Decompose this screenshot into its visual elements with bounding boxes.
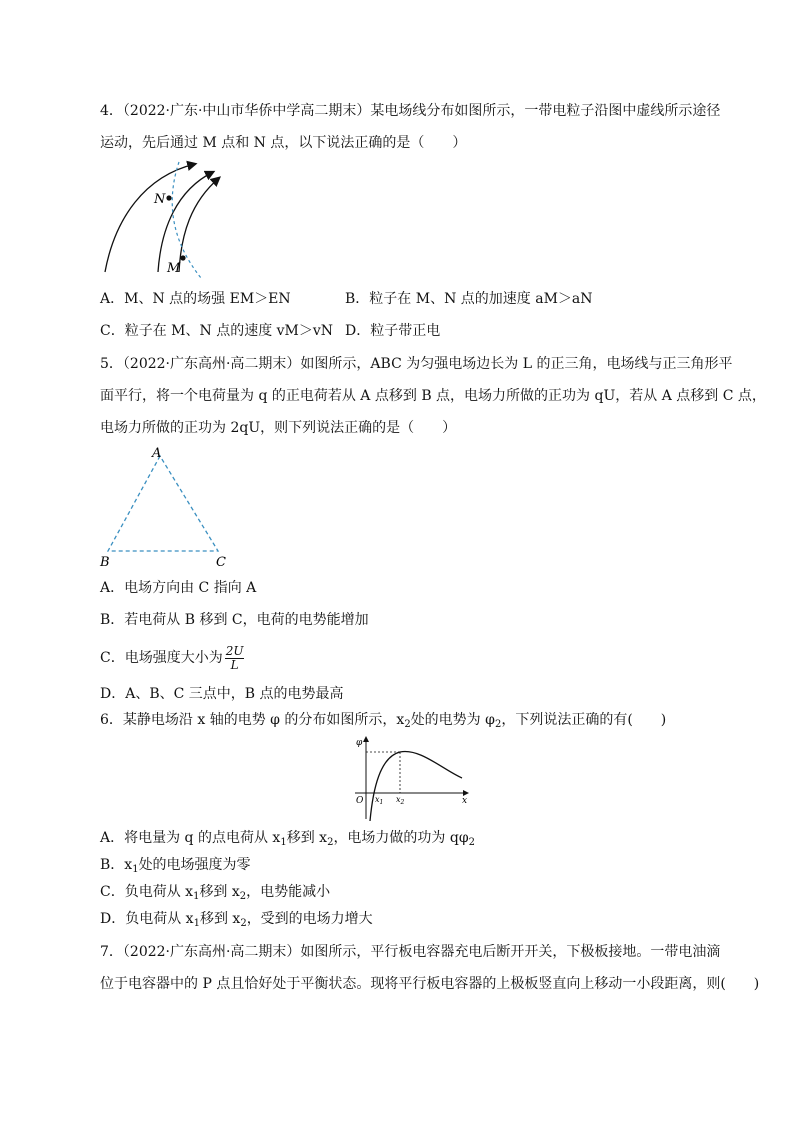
q5-stem-line3: 电场力所做的正功为 2qU，则下列说法正确的是（ ） — [100, 420, 457, 436]
q4-option-a[interactable]: A．M、N 点的场强 EM＞EN — [100, 291, 291, 307]
q5-option-c-text: C．电场强度大小为 — [100, 650, 223, 666]
q6-stem: 6．某静电场沿 x 轴的电势 φ 的分布如图所示，$x_2$处的电势为 $\varphi_2$，下列说法正确的有( ) — [100, 712, 667, 730]
label-N: N — [154, 192, 166, 207]
point-M — [180, 255, 185, 260]
q6-potential-graph — [350, 733, 475, 823]
label-x2: $x_2$ — [396, 795, 405, 806]
label-x-axis: x — [462, 796, 468, 806]
q4-option-b[interactable]: B．粒子在 M、N 点的加速度 aM＞aN — [345, 291, 593, 307]
field-line-1 — [105, 164, 195, 272]
q7-stem-line2: 位于电容器中的 P 点且恰好处于平衡状态。现将平行板电容器的上极板竖直向上移动一小段距离，则( ) — [100, 976, 760, 992]
q4-option-c[interactable]: C．粒子在 M、N 点的速度 vM＞vN — [100, 323, 334, 339]
potential-curve — [370, 751, 462, 821]
q4-stem-line1: 4．（2022·广东·中山市华侨中学高二期末）某电场线分布如图所示，一带电粒子沿图中虚线所示途径 — [100, 103, 721, 119]
q5-option-b[interactable]: B．若电荷从 B 移到 C，电荷的电势能增加 — [100, 612, 369, 628]
q5-option-d[interactable]: D．A、B、C 三点中，B 点的电势最高 — [100, 686, 344, 702]
q6-option-d[interactable]: D．负电荷从 $x_1$移到 $x_2$，受到的电场力增大 — [100, 911, 373, 929]
label-M: M — [167, 261, 181, 276]
label-phi: φ — [356, 738, 363, 748]
q4-field-line-figure — [95, 158, 220, 280]
q7-stem-line1: 7．（2022·广东高州·高二期末）如图所示，平行板电容器充电后断开开关，下极板接地。一带电油滴 — [100, 944, 721, 960]
q6-option-a[interactable]: A．将电量为 q 的点电荷从 $x_1$移到 $x_2$，电场力做的功为 $q\varphi_2$ — [100, 830, 476, 848]
label-A: A — [152, 446, 162, 461]
point-N — [166, 195, 171, 200]
equilateral-triangle — [108, 456, 218, 551]
label-origin: O — [356, 796, 364, 806]
q5-option-c[interactable] — [100, 643, 244, 673]
q5-option-a[interactable]: A．电场方向由 C 指向 A — [100, 580, 257, 596]
label-C: C — [216, 555, 226, 570]
q5-triangle-figure — [98, 444, 238, 572]
label-x1: $x_1$ — [375, 795, 384, 806]
q4-option-d[interactable]: D．粒子带正电 — [345, 323, 441, 339]
field-line-2 — [158, 172, 213, 272]
fraction-2u-over-l: $\frac{2U}{L}$ — [225, 643, 244, 672]
q4-stem-line2: 运动，先后通过 M 点和 N 点，以下说法正确的是（ ） — [100, 135, 467, 151]
q6-option-c[interactable]: C．负电荷从 $x_1$移到 $x_2$，电势能减小 — [100, 884, 331, 902]
q6-option-b[interactable]: B．$x_1$处的电场强度为零 — [100, 857, 251, 875]
label-B: B — [100, 555, 110, 570]
q5-stem-line2: 面平行，将一个电荷量为 q 的正电荷若从 A 点移到 B 点，电场力所做的正功为 qU，若从 A 点移到 C 点， — [100, 388, 766, 404]
q5-stem-line1: 5．（2022·广东高州·高二期末）如图所示，ABC 为匀强电场边长为 L 的正三角，电场线与正三角形平 — [100, 356, 733, 372]
